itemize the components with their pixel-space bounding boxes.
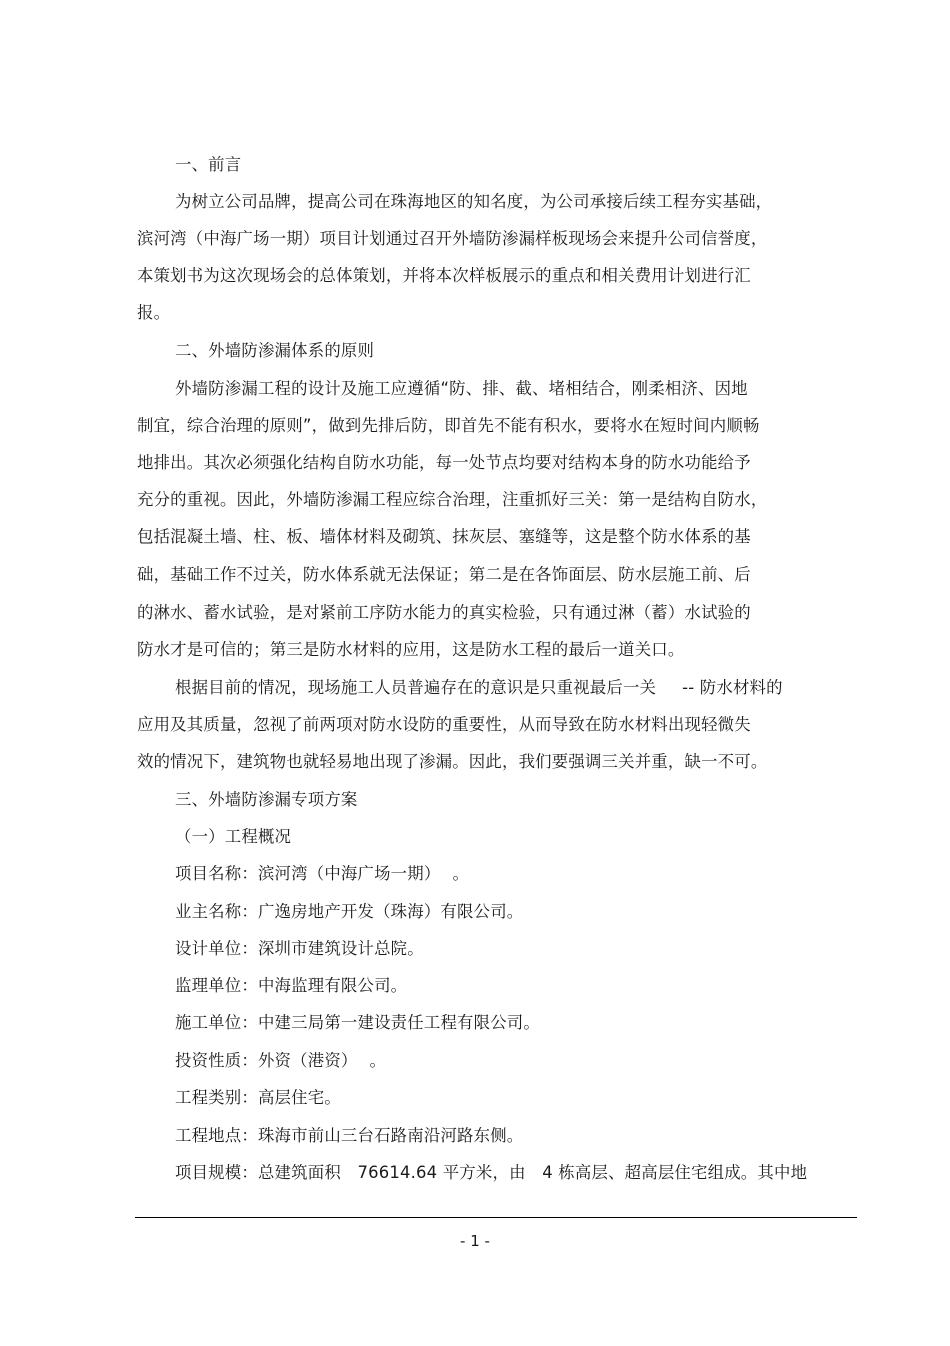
section-2-heading: 二、外墙防渗漏体系的原则	[175, 341, 375, 360]
designer-line: 设计单位：深圳市建筑设计总院。	[175, 939, 424, 958]
paragraph-line: 本策划书为这次现场会的总体策划，并将本次样板展示的重点和相关费用计划进行汇	[137, 266, 751, 285]
paragraph-text: -- 防水材料的	[682, 678, 783, 697]
paragraph-line: 充分的重视。因此，外墙防渗漏工程应综合治理，注重抓好三关：第一是结构自防水，	[137, 490, 768, 509]
paragraph-line: 外墙防渗漏工程的设计及施工应遵循“防、排、截、堵相结合，刚柔相济、因地	[175, 379, 748, 398]
paragraph-line: 地排出。其次必须强化结构自防水功能，每一处节点均要对结构本身的防水功能给予	[137, 453, 751, 472]
scale-line: 项目规模：总建筑面积 76614.64 平方米，由 4 栋高层、超高层住宅组成。其中地	[175, 1163, 808, 1182]
category-line: 工程类别：高层住宅。	[175, 1088, 341, 1107]
paragraph-line: 滨河湾（中海广场一期）项目计划通过召开外墙防渗漏样板现场会来提升公司信誉度，	[137, 229, 768, 248]
paragraph-line: 应用及其质量，忽视了前两项对防水设防的重要性，从而导致在防水材料出现轻微失	[137, 715, 751, 734]
investment-line	[175, 1051, 386, 1071]
paragraph-text: 根据目前的情况，现场施工人员普遍存在的意识是只重视最后一关	[175, 678, 657, 697]
project-name: 项目名称：滨河湾（中海广场一期）	[175, 864, 441, 883]
location-line: 工程地点：珠海市前山三台石路南沿河路东侧。	[175, 1126, 524, 1145]
paragraph-line: 报。	[137, 303, 171, 322]
supervisor-line: 监理单位：中海监理有限公司。	[175, 976, 408, 995]
project-name-line	[175, 864, 469, 884]
paragraph-line: 为树立公司品牌，提高公司在珠海地区的知名度，为公司承接后续工程夯实基础，	[175, 192, 773, 211]
subsection-heading: （一）工程概况	[175, 827, 292, 846]
investment: 投资性质：外资（港资）	[175, 1051, 358, 1070]
period: 。	[369, 1051, 387, 1070]
paragraph-line: 效的情况下，建筑物也就轻易地出现了渗漏。因此，我们要强调三关并重，缺一不可。	[137, 752, 768, 771]
paragraph-line: 础，基础工作不过关，防水体系就无法保证；第二是在各饰面层、防水层施工前、后	[137, 565, 751, 584]
paragraph-line: 制宜，综合治理的原则”，做到先排后防，即首先不能有积水，要将水在短时间内顺畅	[137, 416, 760, 435]
owner-line: 业主名称：广逸房地产开发（珠海）有限公司。	[175, 902, 524, 921]
page-number: - 1 -	[460, 1232, 490, 1250]
paragraph-line	[175, 678, 783, 698]
contractor-line: 施工单位：中建三局第一建设责任工程有限公司。	[175, 1013, 540, 1032]
paragraph-line: 防水才是可信的；第三是防水材料的应用，这是防水工程的最后一道关口。	[137, 640, 685, 659]
paragraph-line: 包括混凝土墙、柱、板、墙体材料及砌筑、抹灰层、塞缝等，这是整个防水体系的基	[137, 527, 751, 546]
section-1-heading: 一、前言	[175, 155, 242, 174]
footer-divider	[135, 1217, 857, 1218]
period: 。	[452, 864, 470, 883]
paragraph-line: 的淋水、蓄水试验，是对紧前工序防水能力的真实检验，只有通过淋（蓄）水试验的	[137, 603, 751, 622]
section-3-heading: 三、外墙防渗漏专项方案	[175, 790, 358, 809]
